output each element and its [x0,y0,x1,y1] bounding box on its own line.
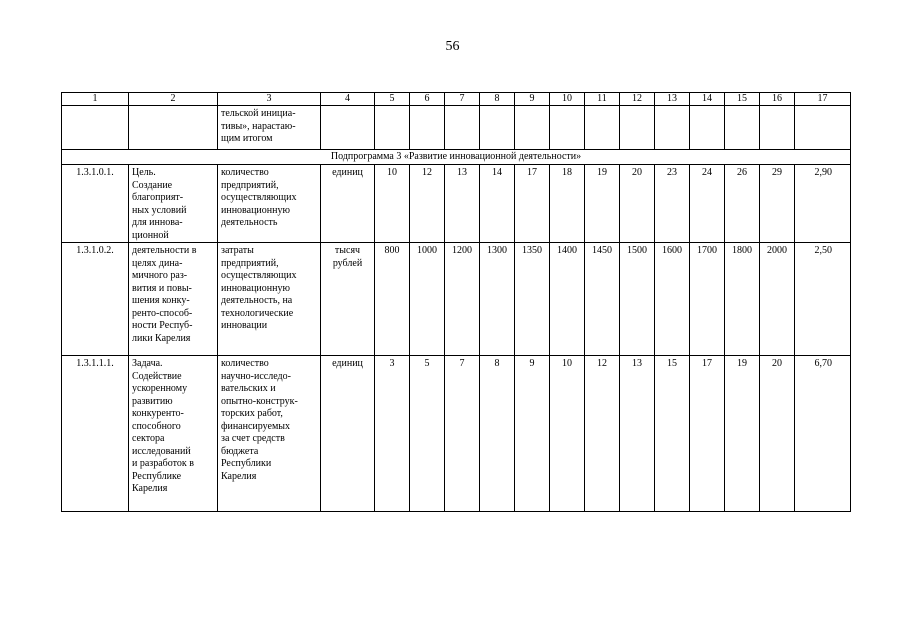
header-cell: 7 [445,93,480,106]
table-row [62,165,851,243]
header-cell: 17 [795,93,851,106]
cell-value: 7 [445,356,480,512]
cell-last: 2,50 [795,243,851,356]
header-cell: 10 [550,93,585,106]
cell-value [725,106,760,150]
cell-value [480,106,515,150]
page-number: 56 [445,39,460,54]
indicators-table [61,92,851,512]
cell-value [585,106,620,150]
header-cell: 1 [62,93,129,106]
header-cell: 16 [760,93,795,106]
cell-value: 10 [375,165,410,243]
cell-last: 6,70 [795,356,851,512]
header-cell: 4 [321,93,375,106]
cell-value: 1350 [515,243,550,356]
cell-value: 1300 [480,243,515,356]
cell-last: 2,90 [795,165,851,243]
header-cell: 8 [480,93,515,106]
cell-value: 2000 [760,243,795,356]
table-row [62,356,851,512]
cell-value [515,106,550,150]
cell-name [129,106,218,150]
cell-name: деятельности в целях дина- мичного раз- вития и повы- шения конку- ренто-способ- ности Респуб- лики Карелия [129,243,218,356]
cell-value [620,106,655,150]
cell-value: 15 [655,356,690,512]
cell-code: 1.3.1.0.2. [62,243,129,356]
cell-value [375,106,410,150]
cell-code [62,106,129,150]
header-cell: 13 [655,93,690,106]
header-cell: 2 [129,93,218,106]
cell-indicator: количество научно-исследо- вательских и опытно-конструк- торских работ, финансируемых за счет средств бюджета Республики Карелия [218,356,321,512]
cell-value: 18 [550,165,585,243]
cell-code: 1.3.1.0.1. [62,165,129,243]
cell-value: 19 [585,165,620,243]
cell-value: 24 [690,165,725,243]
cell-value: 12 [410,165,445,243]
header-cell: 12 [620,93,655,106]
cell-value: 20 [760,356,795,512]
cell-value [760,106,795,150]
cell-value: 1700 [690,243,725,356]
header-cell: 3 [218,93,321,106]
cell-last [795,106,851,150]
header-cell: 9 [515,93,550,106]
cell-value: 1000 [410,243,445,356]
table-row [62,243,851,356]
header-cell: 11 [585,93,620,106]
header-cell: 14 [690,93,725,106]
header-cell: 5 [375,93,410,106]
cell-indicator: тельской инициа- тивы», нарастаю- щим итогом [218,106,321,150]
cell-value: 29 [760,165,795,243]
cell-value [690,106,725,150]
header-cell: 6 [410,93,445,106]
cell-value: 1450 [585,243,620,356]
cell-unit: единиц [321,165,375,243]
cell-value: 5 [410,356,445,512]
cell-unit: единиц [321,356,375,512]
cell-value: 17 [515,165,550,243]
cell-value: 13 [620,356,655,512]
cell-value: 26 [725,165,760,243]
cell-unit: тысяч рублей [321,243,375,356]
cell-value: 1800 [725,243,760,356]
cell-value: 23 [655,165,690,243]
cell-value: 8 [480,356,515,512]
subprogram-row [62,150,851,165]
header-row [62,93,851,106]
cell-value [410,106,445,150]
cell-code: 1.3.1.1.1. [62,356,129,512]
cell-value: 1400 [550,243,585,356]
cell-value: 1200 [445,243,480,356]
cell-value [655,106,690,150]
cell-unit [321,106,375,150]
cell-indicator: количество предприятий, осуществляющих инновационную деятельность [218,165,321,243]
cell-name: Цель. Создание благоприят- ных условий для иннова- ционной [129,165,218,243]
subprogram-title: Подпрограмма 3 «Развитие инновационной деятельности» [62,150,851,165]
cell-value: 800 [375,243,410,356]
cell-value: 3 [375,356,410,512]
header-cell: 15 [725,93,760,106]
cell-value: 1500 [620,243,655,356]
cell-value: 13 [445,165,480,243]
cell-value: 1600 [655,243,690,356]
cell-value: 19 [725,356,760,512]
continuation-row [62,106,851,150]
cell-value: 10 [550,356,585,512]
cell-value: 14 [480,165,515,243]
cell-value [550,106,585,150]
cell-value [445,106,480,150]
cell-indicator: затраты предприятий, осуществляющих инновационную деятельность, на технологические инновации [218,243,321,356]
cell-value: 17 [690,356,725,512]
cell-value: 20 [620,165,655,243]
cell-name: Задача. Содействие ускоренному развитию конкуренто- способного сектора исследований и разработок в Республике Карелия [129,356,218,512]
cell-value: 12 [585,356,620,512]
cell-value: 9 [515,356,550,512]
